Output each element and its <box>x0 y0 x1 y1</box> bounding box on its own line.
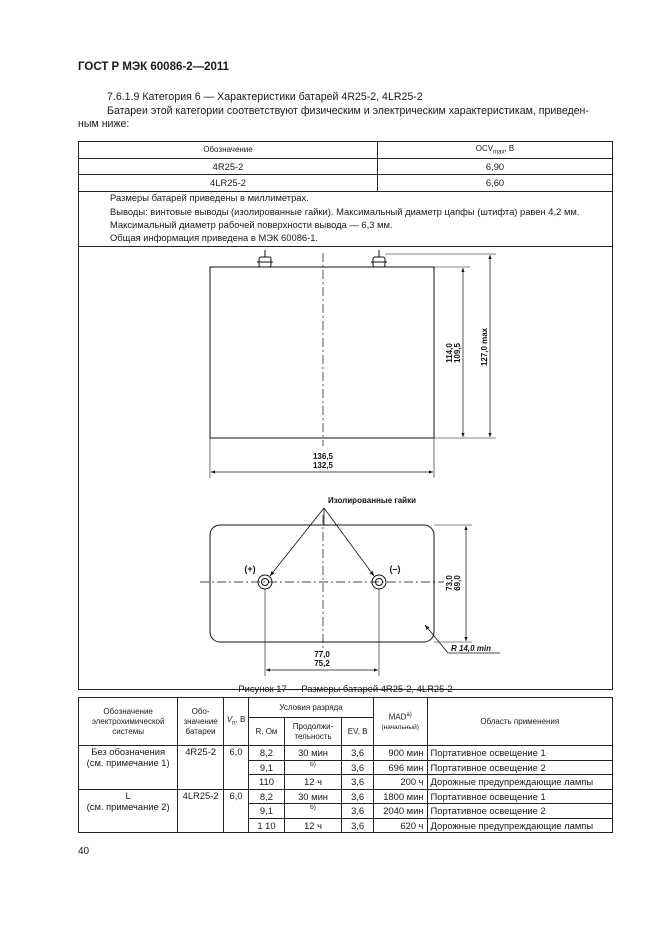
intro-line-1: Батареи этой категории соответствуют физическим и электрическим характеристикам, приведен- <box>107 105 589 117</box>
application-cell: Портативное освещение 1 <box>427 789 612 804</box>
h-system: Обозначение электрохимической системы <box>79 698 178 746</box>
system-cell: L (см. примечание 2) <box>79 789 178 833</box>
duration-cell: b) <box>284 804 342 819</box>
dim-height-max: 127,0 max <box>480 327 489 367</box>
duration-cell: b) <box>284 760 342 775</box>
r-cell: 1 10 <box>249 818 284 833</box>
table-row <box>79 789 613 804</box>
mad-cell: 620 ч <box>373 818 427 833</box>
battery-name: 4LR25-2 <box>79 175 378 192</box>
application-cell: Дорожные предупреждающие лампы <box>427 775 612 790</box>
label-nuts: Изолированные гайки <box>327 496 417 505</box>
terminal-icon <box>257 250 273 267</box>
h-mad: MAD$^{a)}$ (начальный) <box>373 698 427 746</box>
duration-cell: 12 ч <box>284 775 342 790</box>
note-line: Максимальный диаметр рабочей поверхности вывода — 6,3 мм. <box>110 219 393 230</box>
dim-height-a: 114,0 <box>445 343 454 363</box>
vn-cell: 6,0 <box>223 789 248 833</box>
dim-width-min: 132,5 <box>312 461 334 470</box>
col-designation-header: Обозначение <box>79 142 378 159</box>
dim-height-b: 109,5 <box>453 342 462 364</box>
table-row <box>79 746 613 761</box>
mad-cell: 2040 мин <box>373 804 427 819</box>
terminal-icon <box>371 250 387 267</box>
system-cell: Без обозначения (см. примечание 1) <box>79 746 178 790</box>
note-line: Размеры батарей приведены в миллиметрах. <box>110 192 309 203</box>
page-header: ГОСТ Р МЭК 60086-2—2011 <box>78 61 230 73</box>
ocv-value: 6,90 <box>378 158 613 175</box>
dim-pitch-a: 77,0 <box>314 650 330 659</box>
section-title: 7.6.1.9 Категория 6 — Характеристики батарей 4R25-2, 4LR25-2 <box>107 91 423 103</box>
h-ev: EV, В <box>342 718 373 746</box>
figure-caption: Рисунок 17 — Размеры батарей 4R25-2, 4LR25-2 <box>238 683 453 694</box>
application-cell: Дорожные предупреждающие лампы <box>427 818 612 833</box>
h-application: Область применения <box>427 698 612 746</box>
r-cell: 110 <box>249 775 284 790</box>
duration-cell: 30 мин <box>284 746 342 761</box>
h-duration: Продолжи-тельность <box>284 718 342 746</box>
ev-cell: 3,6 <box>342 818 373 833</box>
ev-cell: 3,6 <box>342 746 373 761</box>
dim-depth-b: 69,0 <box>453 575 462 591</box>
r-cell: 8,2 <box>249 746 284 761</box>
ev-cell: 3,6 <box>342 775 373 790</box>
page-number: 40 <box>78 846 90 857</box>
note-line: Выводы: винтовые выводы (изолированные гайки). Максимальный диаметр цапфы (штифта) равен 4,2 мм. <box>110 206 580 217</box>
r-cell: 9,1 <box>249 760 284 775</box>
note-line: Общая информация приведена в МЭК 60086-1. <box>110 232 319 243</box>
ev-cell: 3,6 <box>342 760 373 775</box>
r-cell: 8,2 <box>249 789 284 804</box>
intro-line-2: ным ниже: <box>78 118 130 130</box>
h-battery: Обо-значение батареи <box>178 698 224 746</box>
mad-cell: 200 ч <box>373 775 427 790</box>
battery-cell: 4LR25-2 <box>178 789 224 833</box>
discharge-table <box>78 697 613 833</box>
dim-radius: R 14,0 min <box>451 644 492 653</box>
h-conditions: Условия разряда <box>249 698 374 718</box>
mad-cell: 696 мин <box>373 760 427 775</box>
mad-cell: 900 мин <box>373 746 427 761</box>
ev-cell: 3,6 <box>342 789 373 804</box>
application-cell: Портативное освещение 2 <box>427 760 612 775</box>
application-cell: Портативное освещение 2 <box>427 804 612 819</box>
application-cell: Портативное освещение 1 <box>427 746 612 761</box>
duration-cell: 30 мин <box>284 789 342 804</box>
dim-pitch-b: 75,2 <box>314 659 330 668</box>
col-ocv-header: $OCV_{max}$, В <box>378 142 613 159</box>
h-vn: $V_n$, В <box>223 698 248 746</box>
mad-cell: 1800 мин <box>373 789 427 804</box>
duration-cell: 12 ч <box>284 818 342 833</box>
ev-cell: 3,6 <box>342 804 373 819</box>
r-cell: 9,1 <box>249 804 284 819</box>
dim-width-max: 136,5 <box>312 452 334 461</box>
label-plus: (+) <box>244 564 256 574</box>
label-minus: (–) <box>389 564 401 574</box>
battery-cell: 4R25-2 <box>178 746 224 790</box>
vn-cell: 6,0 <box>223 746 248 790</box>
dim-depth-a: 73,0 <box>445 575 454 591</box>
ocv-value: 6,60 <box>378 175 613 192</box>
h-r: R, Ом <box>249 718 284 746</box>
battery-name: 4R25-2 <box>79 158 378 175</box>
